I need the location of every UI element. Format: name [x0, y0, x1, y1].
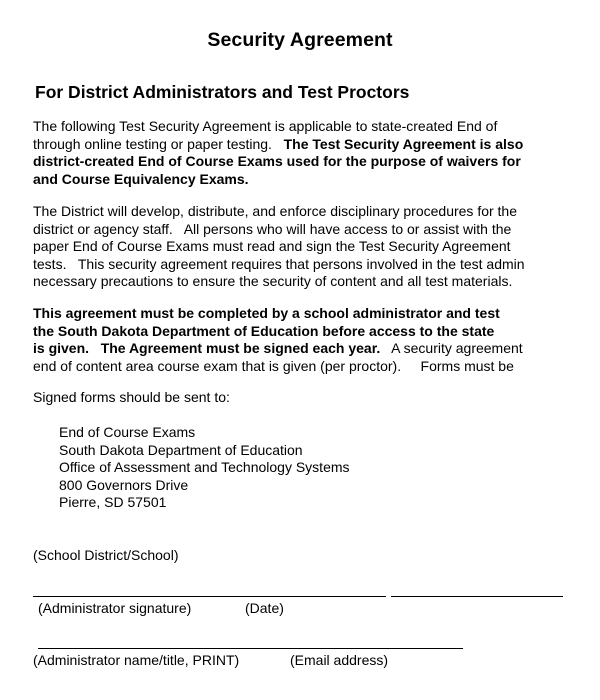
paragraph-line	[33, 305, 595, 323]
address-line: South Dakota Department of Education	[59, 441, 303, 458]
name-line	[38, 648, 463, 649]
paragraph-line	[33, 256, 595, 274]
body-text: necessary precautions to ensure the security of content and all test materials.	[33, 273, 513, 290]
bold-text: the South Dakota Department of Education before access to the state	[33, 322, 495, 339]
body-text: district or agency staff. All persons who will have access to or assist with the	[33, 220, 512, 237]
bold-text: and Course Equivalency Exams.	[33, 170, 249, 187]
paragraph-line	[33, 153, 595, 171]
admin-name-label: (Administrator name/title, PRINT)	[33, 652, 240, 668]
paragraph-line	[33, 358, 595, 376]
bold-text: is given. The Agreement must be signed each year.	[33, 340, 381, 357]
address-line: 800 Governors Drive	[59, 476, 189, 493]
document-subtitle: For District Administrators and Test Proctors	[35, 82, 410, 102]
paragraph-line	[33, 203, 595, 221]
paragraph-line	[33, 273, 595, 291]
paragraph-line	[33, 118, 595, 136]
school-district-label: (School District/School)	[33, 547, 179, 563]
paragraph-line	[33, 221, 595, 239]
email-label: (Email address)	[290, 652, 389, 668]
paragraph-line	[33, 238, 595, 256]
intro-paragraph	[33, 118, 595, 188]
address-line: End of Course Exams	[59, 424, 196, 440]
admin-signature-label: (Administrator signature)	[38, 600, 192, 616]
signed-forms-text: Signed forms should be sent to:	[33, 389, 230, 405]
address-line: Office of Assessment and Technology Systems	[59, 459, 350, 476]
body-text: The following Test Security Agreement is applicable to state-created End of	[33, 118, 498, 134]
address-line: Pierre, SD 57501	[59, 494, 167, 511]
completion-paragraph	[33, 305, 595, 375]
signature-line	[33, 596, 386, 597]
date-label: (Date)	[245, 600, 284, 616]
paragraph-line	[33, 340, 595, 358]
date-line	[391, 596, 563, 597]
bold-text: This agreement must be completed by a school administrator and test	[33, 305, 500, 321]
district-paragraph	[33, 203, 595, 291]
bold-text: The Test Security Agreement is also	[283, 135, 524, 152]
paragraph-line	[33, 323, 595, 341]
body-text: through online testing or paper testing.	[33, 135, 284, 152]
body-text: tests. This security agreement requires that persons involved in the test admin	[33, 255, 525, 272]
body-text: A security agreement	[380, 340, 523, 357]
mailing-address	[59, 424, 350, 512]
paragraph-line	[33, 136, 595, 154]
body-text: end of content area course exam that is given (per proctor). Forms must be	[33, 357, 514, 374]
document-title: Security Agreement	[207, 29, 393, 51]
body-text: paper End of Course Exams must read and sign the Test Security Agreement	[33, 238, 511, 255]
bold-text: district-created End of Course Exams used for the purpose of waivers for	[33, 153, 521, 170]
body-text: The District will develop, distribute, and enforce disciplinary procedures for the	[33, 203, 518, 219]
paragraph-line	[33, 171, 595, 189]
